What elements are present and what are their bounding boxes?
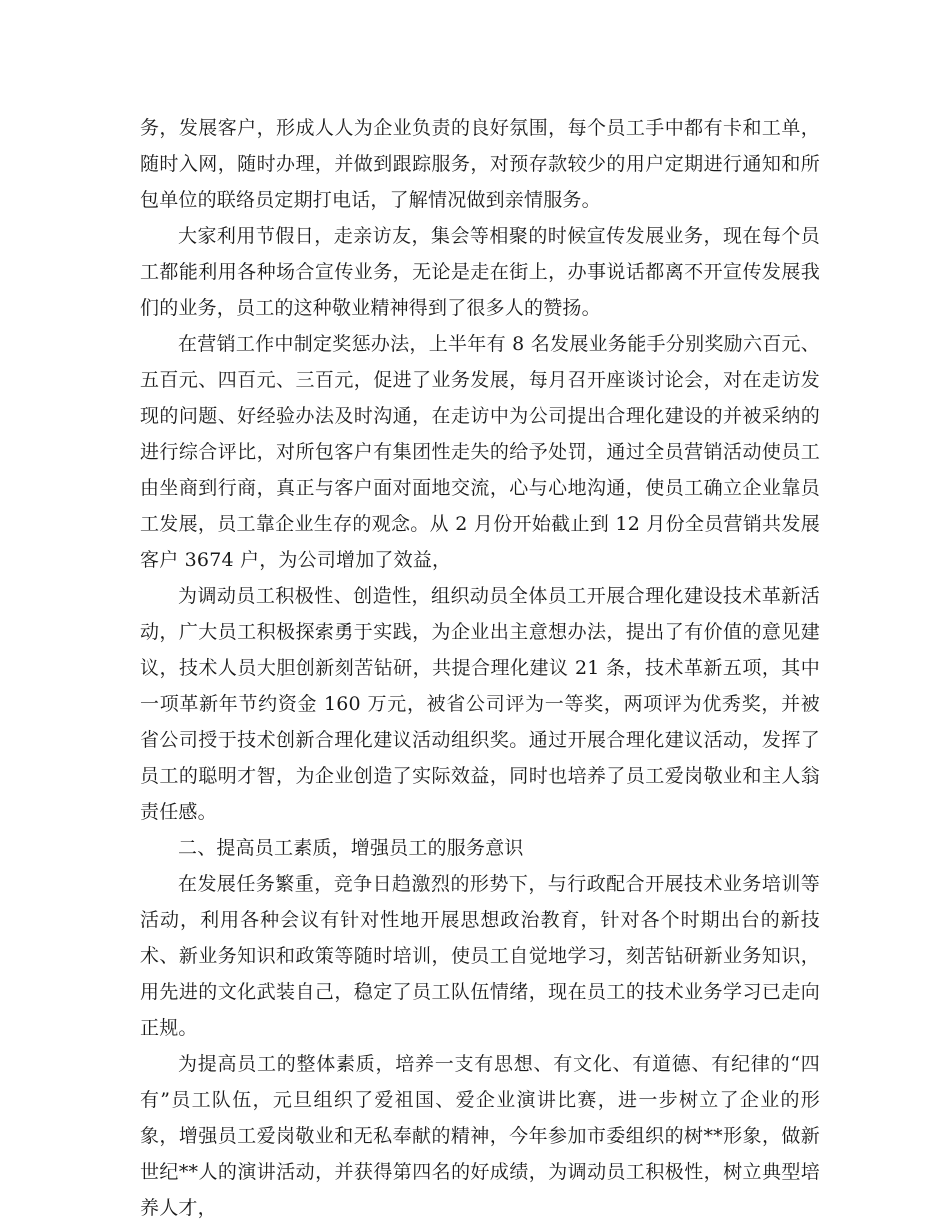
paragraph-training: 在发展任务繁重，竞争日趋激烈的形势下，与行政配合开展技术业务培训等活动，利用各种会议有针对性地开展思想政治教育，针对各个时期出台的新技术、新业务知识和政策等随时培训，使员工自觉地学习，刻苦钻研新业务知识，用先进的文化武装自己，稳定了员工队伍情绪，现在员工的技术业务学习已走向正规。 (140, 873, 820, 1039)
document-body (140, 110, 820, 1226)
paragraph-marketing-incentives: 在营销工作中制定奖惩办法，上半年有 8 名发展业务能手分别奖励六百元、五百元、四百元、三百元，促进了业务发展，每月召开座谈讨论会，对在走访发现的问题、好经验办法及时沟通，在走访中为公司提出合理化建设的并被采纳的进行综合评比，对所包客户有集团性走失的给予处罚，通过全员营销活动使员工由坐商到行商，真正与客户面对面地交流，心与心地沟通，使员工确立企业靠员工发展，员工靠企业生存的观念。从 2 月份开始截止到 12 月份全员营销共发展客户 3674 户，为公司增加了效益， (140, 333, 820, 571)
paragraph-innovation-activity: 为调动员工积极性、创造性，组织动员全体员工开展合理化建设技术革新活动，广大员工积极探索勇于实践，为企业出主意想办法，提出了有价值的意见建议，技术人员大胆创新刻苦钻研，共提合理化建议 21 条，技术革新五项，其中一项革新年节约资金 160 万元，被省公司评为一等奖，两项评为优秀奖，并被省公司授于技术创新合理化建议活动组织奖。通过开展合理化建议活动，发挥了员工的聪明才智，为企业创造了实际效益，同时也培养了员工爱岗敬业和主人翁责任感。 (140, 585, 820, 823)
paragraph-continuation: 务，发展客户，形成人人为企业负责的良好氛围，每个员工手中都有卡和工单，随时入网，随时办理，并做到跟踪服务，对预存款较少的用户定期进行通知和所包单位的联络员定期打电话，了解情况做到亲情服务。 (140, 117, 820, 211)
paragraph-holiday-promotion: 大家利用节假日，走亲访友，集会等相聚的时候宣传发展业务，现在每个员工都能利用各种场合宣传业务，无论是走在街上，办事说话都离不开宣传发展我们的业务，员工的这种敬业精神得到了很多人的赞扬。 (140, 225, 820, 319)
section-heading-staff-quality: 二、提高员工素质，增强员工的服务意识 (178, 837, 524, 859)
paragraph-speech-contest: 为提高员工的整体素质，培养一支有思想、有文化、有道德、有纪律的“四有”员工队伍，元旦组织了爱祖国、爱企业演讲比赛，进一步树立了企业的形象，增强员工爱岗敬业和无私奉献的精神，今年参加市委组织的树**形象，做新世纪**人的演讲活动，并获得第四名的好成绩，为调动员工积极性，树立典型培养人才， (140, 1053, 820, 1219)
